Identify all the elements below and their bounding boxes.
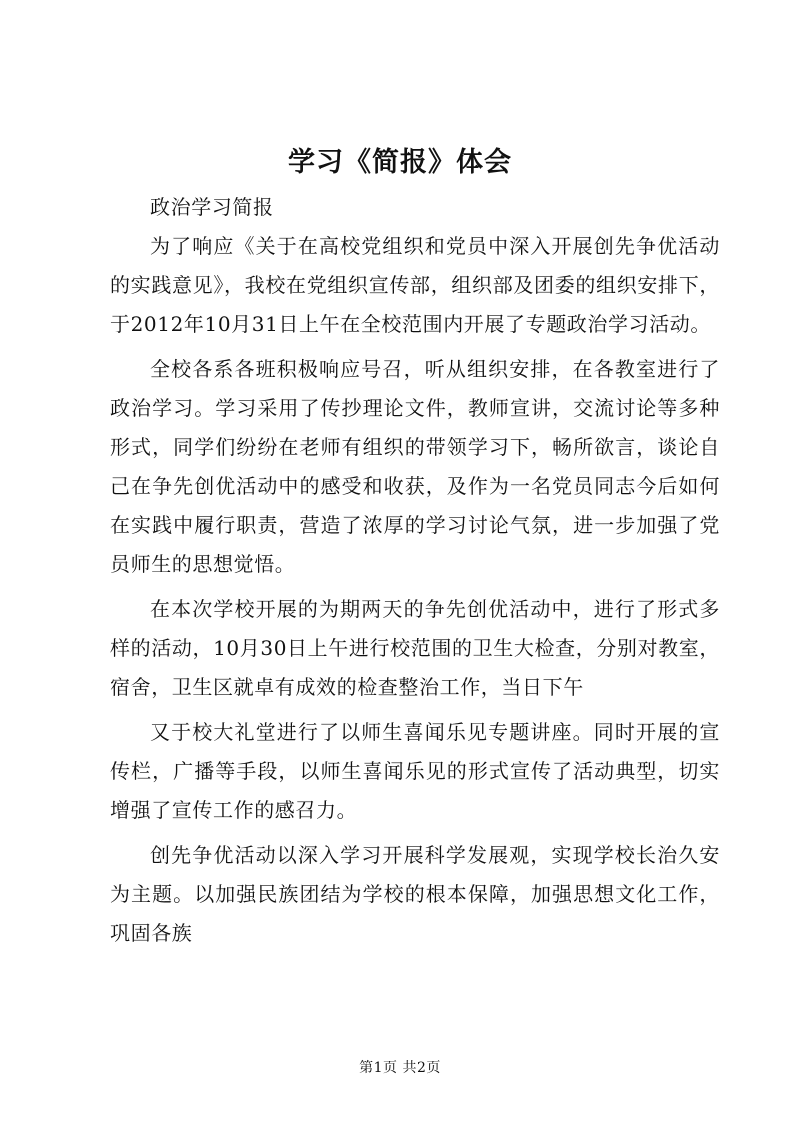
document-body [110, 188, 720, 959]
page-footer: 第1页 共2页 [359, 1060, 441, 1076]
paragraph-1: 为了响应《关于在高校党组织和党员中深入开展创先争优活动的实践意见》，我校在党组织宣传部，组织部及团委的组织安排下，于2012年10月31日上午在全校范围内开展了专题政治学习活动。 [110, 234, 720, 336]
paragraph-4: 又于校大礼堂进行了以师生喜闻乐见专题讲座。同时开展的宣传栏，广播等手段，以师生喜闻乐见的形式宣传了活动典型，切实增强了宣传工作的感召力。 [110, 720, 720, 822]
paragraph-subtitle: 政治学习简报 [150, 195, 274, 219]
paragraph-2: 全校各系各班积极响应号召，听从组织安排，在各教室进行了政治学习。学习采用了传抄理论文件，教师宣讲，交流讨论等多种形式，同学们纷纷在老师有组织的带领学习下，畅所欲言，谈论自己在争先创优活动中的感受和收获，及作为一名党员同志今后如何在实践中履行职责，营造了浓厚的学习讨论气氛，进一步加强了党员师生的思想觉悟。 [110, 357, 720, 576]
paragraph-3: 在本次学校开展的为期两天的争先创优活动中，进行了形式多样的活动，10月30日上午进行校范围的卫生大检查，分别对教室，宿舍，卫生区就卓有成效的检查整治工作，当日下午 [110, 597, 720, 699]
page-title: 学习《简报》体会 [288, 147, 512, 178]
paragraph-5: 创先争优活动以深入学习开展科学发展观，实现学校长治久安为主题。以加强民族团结为学校的根本保障，加强思想文化工作，巩固各族 [110, 843, 720, 945]
